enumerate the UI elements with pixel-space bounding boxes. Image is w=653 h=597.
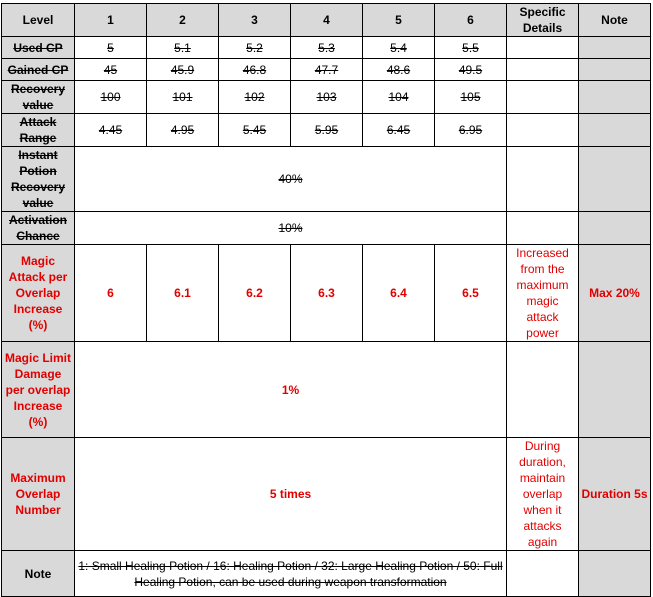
cell-merged-value: 10%	[75, 212, 507, 245]
cell-details: During duration, maintain overlap when it attacks again	[507, 438, 579, 551]
cell-value: 46.8	[219, 59, 291, 81]
cell-value: 47.7	[291, 59, 363, 81]
cell-details-empty	[507, 114, 579, 147]
cell-value: 4.45	[75, 114, 147, 147]
row-max-overlap	[2, 438, 651, 551]
cell-merged-value: 1%	[75, 342, 507, 438]
cell-value: 101	[147, 81, 219, 114]
header-level-5: 5	[363, 4, 435, 37]
row-label: Instant Potion Recovery value	[2, 147, 75, 212]
cell-merged-value: 5 times	[75, 438, 507, 551]
cell-details: Increased from the maximum magic attack power	[507, 245, 579, 342]
cell-value: 105	[435, 81, 507, 114]
cell-note-empty	[579, 81, 651, 114]
cell-details-empty	[507, 147, 579, 212]
row-note	[2, 551, 651, 597]
row-label: Maximum Overlap Number	[2, 438, 75, 551]
header-level-4: 4	[291, 4, 363, 37]
cell-details-empty	[507, 37, 579, 59]
cell-value: 100	[75, 81, 147, 114]
row-label: Note	[2, 551, 75, 597]
cell-note: Duration 5s	[579, 438, 651, 551]
cell-value: 5.5	[435, 37, 507, 59]
cell-value: 49.5	[435, 59, 507, 81]
cell-details-empty	[507, 342, 579, 438]
header-level-3: 3	[219, 4, 291, 37]
cell-note-empty	[579, 114, 651, 147]
header-note: Note	[579, 4, 651, 37]
cell-note-empty	[579, 212, 651, 245]
cell-merged-value: 40%	[75, 147, 507, 212]
row-label: Magic Limit Damage per overlap Increase (%)	[2, 342, 75, 438]
header-level-1: 1	[75, 4, 147, 37]
cell-value: 6.3	[291, 245, 363, 342]
cell-note-empty	[579, 37, 651, 59]
row-used-cp	[2, 37, 651, 59]
cell-note-empty	[579, 551, 651, 597]
cell-value: 5.1	[147, 37, 219, 59]
cell-merged-value: 1: Small Healing Potion / 16: Healing Potion / 32: Large Healing Potion / 50: Full Healing Potion, can be used during weapon transformation	[75, 551, 507, 597]
row-magic-attack	[2, 245, 651, 342]
header-level-6: 6	[435, 4, 507, 37]
row-label: Attack Range	[2, 114, 75, 147]
row-instant-potion	[2, 147, 651, 212]
cell-value: 5.3	[291, 37, 363, 59]
cell-value: 5.95	[291, 114, 363, 147]
row-activation-chance	[2, 212, 651, 245]
cell-note-empty	[579, 342, 651, 438]
header-level-2: 2	[147, 4, 219, 37]
row-label: Gained CP	[2, 59, 75, 81]
skill-level-table	[1, 3, 651, 597]
cell-value: 6	[75, 245, 147, 342]
row-label: Used CP	[2, 37, 75, 59]
header-row	[2, 4, 651, 37]
cell-note: Max 20%	[579, 245, 651, 342]
cell-value: 45	[75, 59, 147, 81]
cell-value: 104	[363, 81, 435, 114]
cell-details-empty	[507, 212, 579, 245]
cell-value: 6.1	[147, 245, 219, 342]
row-gained-cp	[2, 59, 651, 81]
cell-value: 102	[219, 81, 291, 114]
cell-value: 6.2	[219, 245, 291, 342]
cell-value: 6.45	[363, 114, 435, 147]
cell-note-empty	[579, 59, 651, 81]
row-label: Magic Attack per Overlap Increase (%)	[2, 245, 75, 342]
cell-details-empty	[507, 81, 579, 114]
cell-value: 5	[75, 37, 147, 59]
cell-details-empty	[507, 59, 579, 81]
cell-value: 6.4	[363, 245, 435, 342]
cell-value: 6.95	[435, 114, 507, 147]
row-magic-limit	[2, 342, 651, 438]
cell-value: 6.5	[435, 245, 507, 342]
cell-value: 5.45	[219, 114, 291, 147]
cell-note-empty	[579, 147, 651, 212]
cell-details-empty	[507, 551, 579, 597]
row-label: Activation Chance	[2, 212, 75, 245]
row-label: Recovery value	[2, 81, 75, 114]
row-recovery-value	[2, 81, 651, 114]
cell-value: 4.95	[147, 114, 219, 147]
cell-value: 5.4	[363, 37, 435, 59]
cell-value: 103	[291, 81, 363, 114]
header-level: Level	[2, 4, 75, 37]
row-attack-range	[2, 114, 651, 147]
cell-value: 45.9	[147, 59, 219, 81]
cell-value: 5.2	[219, 37, 291, 59]
header-specific-details: Specific Details	[507, 4, 579, 37]
cell-value: 48.6	[363, 59, 435, 81]
